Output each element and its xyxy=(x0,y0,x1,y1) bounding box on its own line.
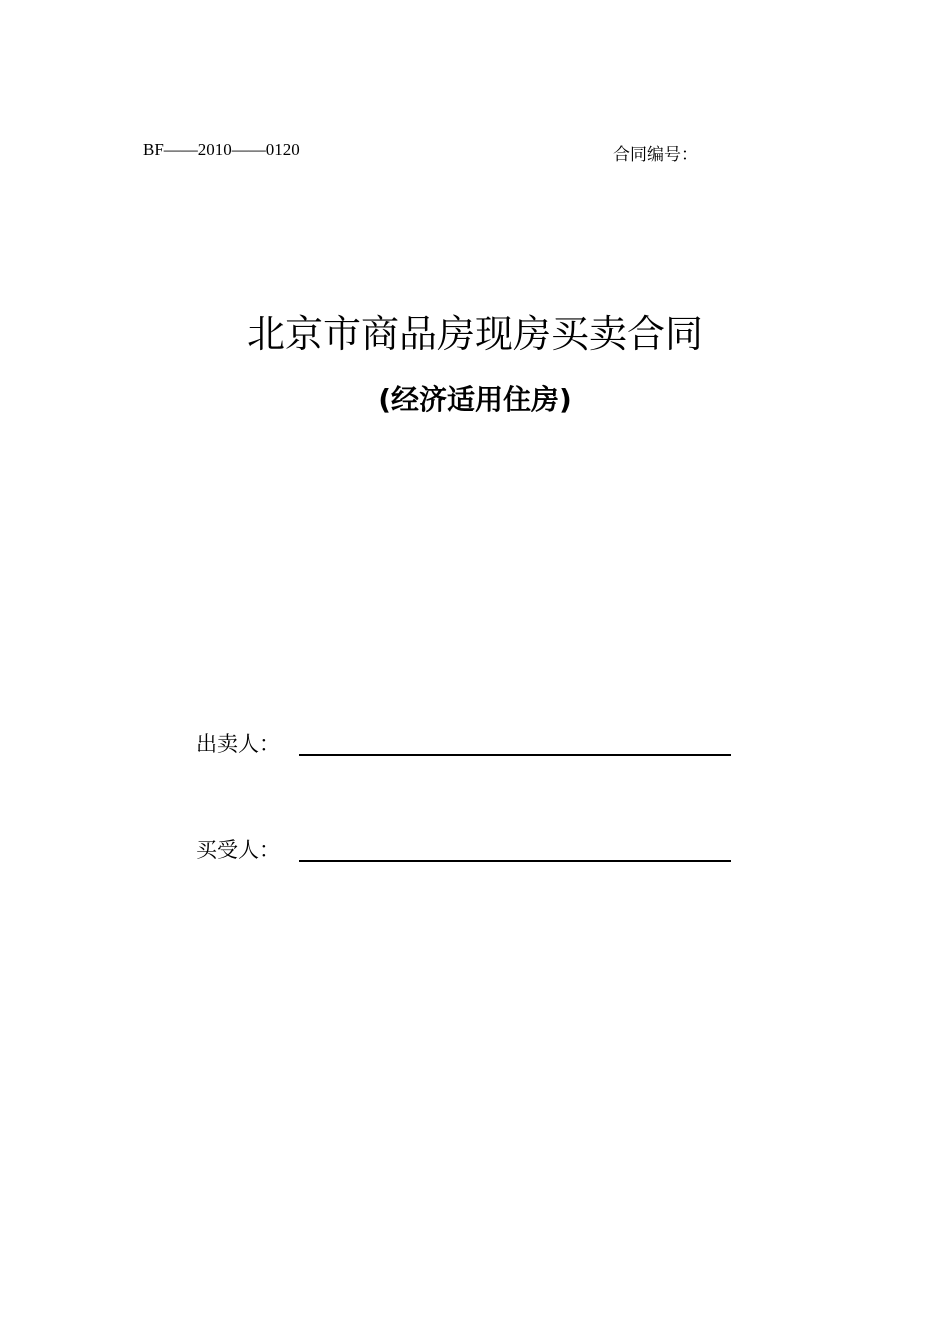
seller-row xyxy=(196,728,736,762)
form-code: BF——2010——0120 xyxy=(143,140,300,159)
seller-label: 出卖人： xyxy=(196,732,280,756)
buyer-label: 买受人： xyxy=(196,838,280,862)
buyer-row xyxy=(196,834,736,868)
document-subtitle: (经济适用住房) xyxy=(378,383,572,416)
seller-blank-line[interactable] xyxy=(299,754,731,756)
buyer-blank-line[interactable] xyxy=(299,860,731,862)
document-title: 北京市商品房现房买卖合同 xyxy=(246,312,703,356)
contract-number-label: 合同编号： xyxy=(613,145,698,165)
